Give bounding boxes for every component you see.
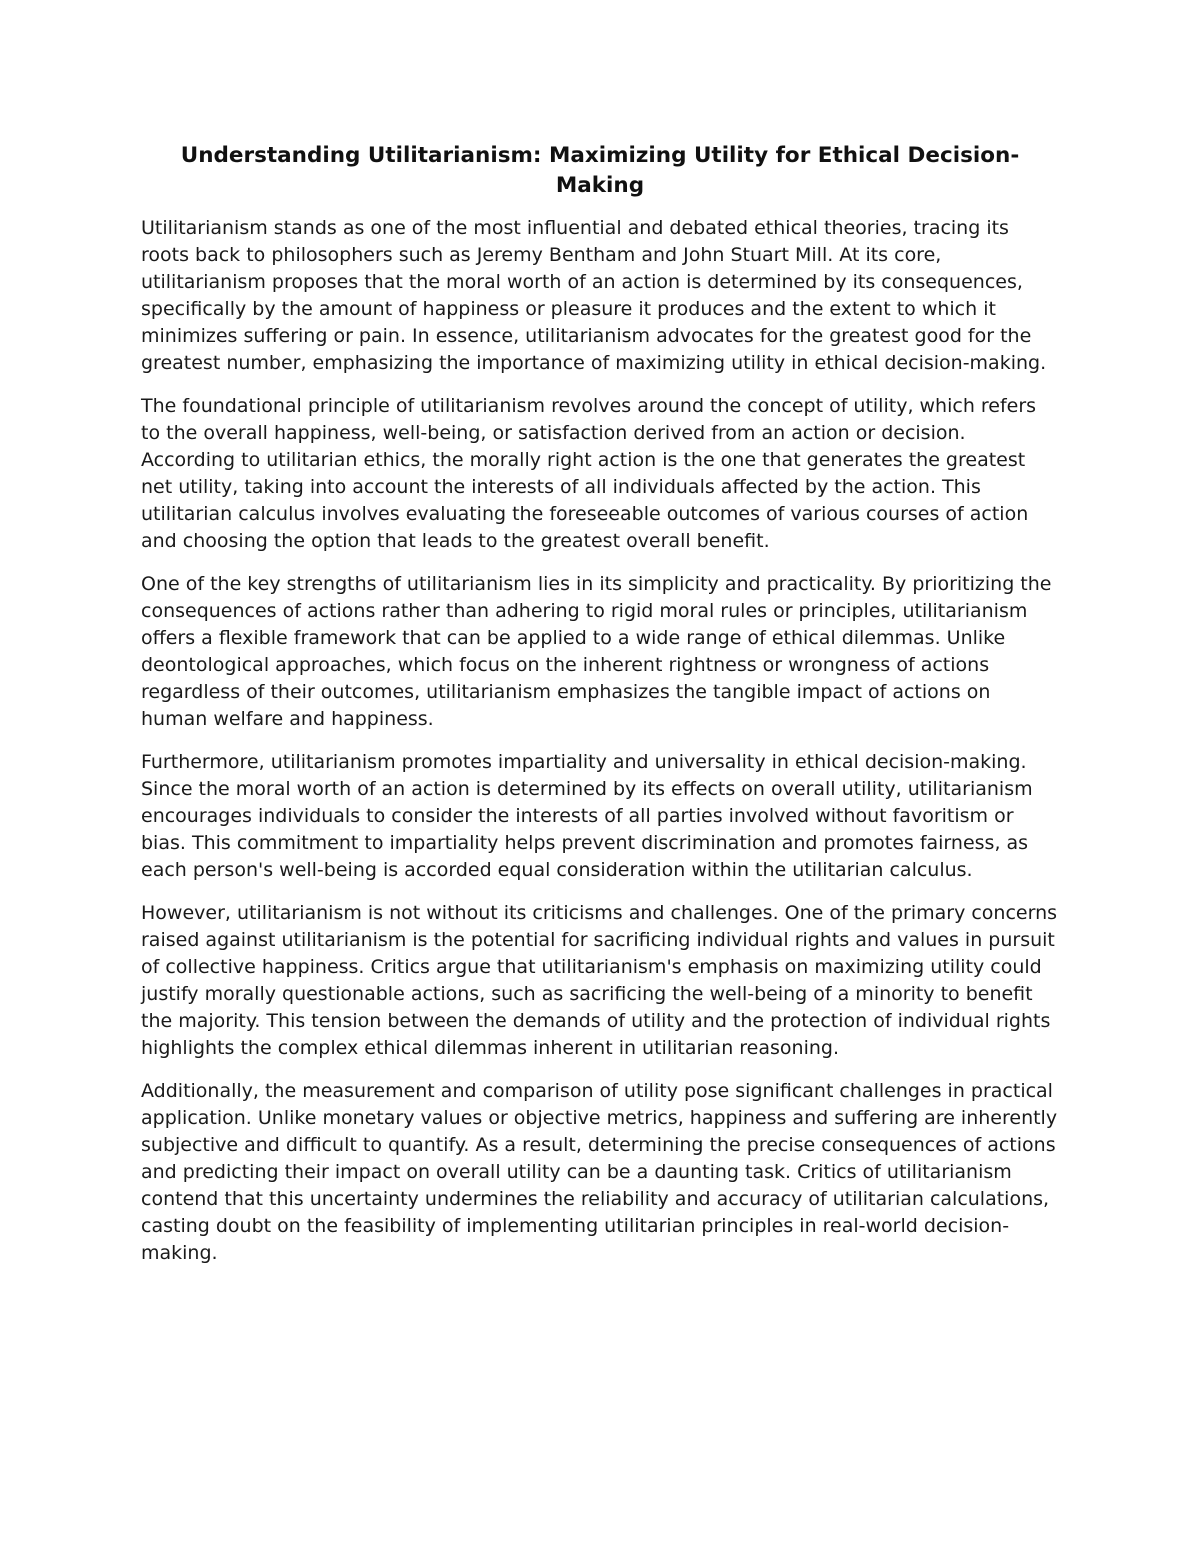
paragraph-4: Furthermore, utilitarianism promotes impartiality and universality in ethical decision-making. Since the moral worth of an action is determined by its effects on overall utility, utilitarianism encourages individuals to consider the interests of all parties involved without favoritism or bias. This commitment to impartiality helps prevent discrimination and promotes fairness, as each person's well-being is accorded equal consideration within the utilitarian calculus. xyxy=(141,751,1033,881)
paragraph-2: The foundational principle of utilitarianism revolves around the concept of utility, which refers to the overall happiness, well-being, or satisfaction derived from an action or decision. According to utilitarian ethics, the morally right action is the one that generates the greatest net utility, taking into account the interests of all individuals affected by the action. This utilitarian calculus involves evaluating the foreseeable outcomes of various courses of action and choosing the option that leads to the greatest overall benefit. xyxy=(141,395,1037,552)
paragraph-3: One of the key strengths of utilitarianism lies in its simplicity and practicality. By prioritizing the consequences of actions rather than adhering to rigid moral rules or principles, utilitarianism offers a flexible framework that can be applied to a wide range of ethical dilemmas. Unlike deontological approaches, which focus on the inherent rightness or wrongness of actions regardless of their outcomes, utilitarianism emphasizes the tangible impact of actions on human welfare and happiness. xyxy=(141,573,1052,730)
document-title: Understanding Utilitarianism: Maximizing Utility for Ethical Decision-Making xyxy=(180,143,1020,198)
document-page xyxy=(141,141,1059,1283)
paragraph-6: Additionally, the measurement and comparison of utility pose significant challenges in practical application. Unlike monetary values or objective metrics, happiness and suffering are inherently subjective and difficult to quantify. As a result, determining the precise consequences of actions and predicting their impact on overall utility can be a daunting task. Critics of utilitarianism contend that this uncertainty undermines the reliability and accuracy of utilitarian calculations, casting doubt on the feasibility of implementing utilitarian principles in real-world decision-making. xyxy=(141,1080,1058,1264)
paragraph-5: However, utilitarianism is not without its criticisms and challenges. One of the primary concerns raised against utilitarianism is the potential for sacrificing individual rights and values in pursuit of collective happiness. Critics argue that utilitarianism's emphasis on maximizing utility could justify morally questionable actions, such as sacrificing the well-being of a minority to benefit the majority. This tension between the demands of utility and the protection of individual rights highlights the complex ethical dilemmas inherent in utilitarian reasoning. xyxy=(141,902,1058,1059)
paragraph-1: Utilitarianism stands as one of the most influential and debated ethical theories, tracing its roots back to philosophers such as Jeremy Bentham and John Stuart Mill. At its core, utilitarianism proposes that the moral worth of an action is determined by its consequences, specifically by the amount of happiness or pleasure it produces and the extent to which it minimizes suffering or pain. In essence, utilitarianism advocates for the greatest good for the greatest number, emphasizing the importance of maximizing utility in ethical decision-making. xyxy=(141,217,1047,374)
